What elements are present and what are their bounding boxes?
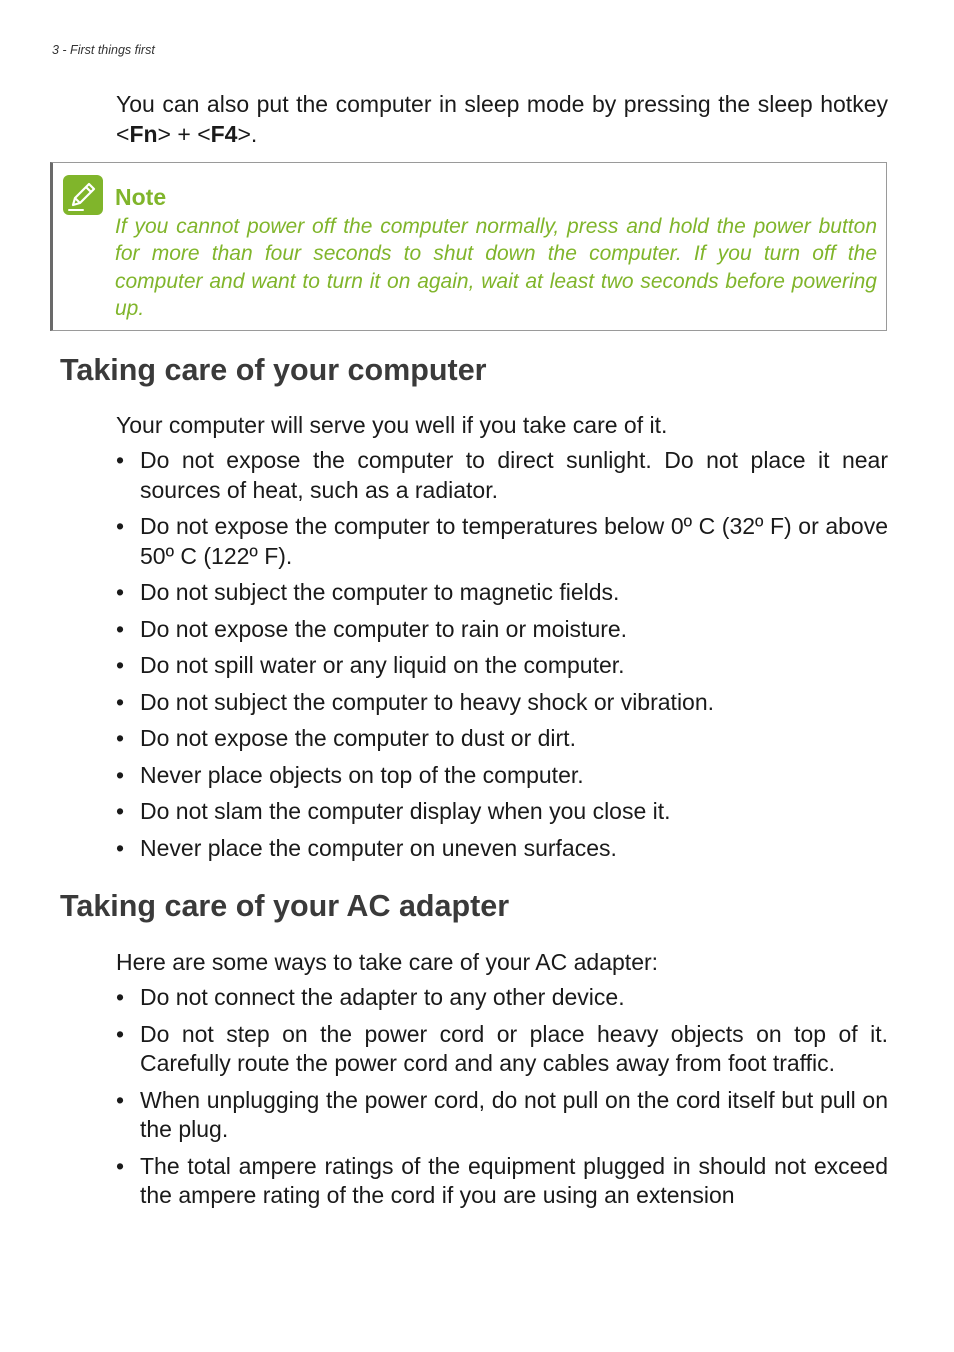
bullet-marker: • [116, 834, 125, 861]
list-item [116, 983, 888, 1013]
list-item [116, 651, 888, 681]
section-heading-adapter: Taking care of your AC adapter [60, 889, 510, 923]
f4-key: F4 [210, 121, 238, 147]
list-item-text: Do not subject the computer to heavy shock or vibration. [140, 688, 715, 715]
running-head: 3 - First things first [52, 43, 155, 57]
section-heading-computer: Taking care of your computer [60, 353, 487, 387]
bullet-marker: • [116, 1020, 125, 1047]
bullet-marker: • [116, 984, 125, 1010]
list-item-text: Do not slam the computer display when you close it. [140, 798, 671, 824]
list-item-text: Never place objects on top of the computer. [140, 761, 584, 788]
bullet-marker: • [116, 688, 125, 715]
bullet-marker: • [116, 579, 125, 605]
list-item-text: Do not expose the computer to rain or moisture. [140, 615, 628, 642]
list-item-text: Do not step on the power cord or place heavy objects on top of it. Carefully route the power cord and any cables away from foot traffic. [140, 1020, 888, 1076]
list-item [116, 1020, 888, 1079]
note-text: If you cannot power off the computer normally, press and hold the power button for more than four seconds to shut down the computer. If you turn off the computer and want to turn it on again, wait at least two seconds before powering up. [115, 215, 877, 320]
list-item [116, 1086, 888, 1145]
list-item-text: Do not expose the computer to dust or dirt. [140, 725, 576, 751]
fn-key: Fn [129, 121, 158, 147]
list-item-text: The total ampere ratings of the equipment plugged in should not exceed the ampere rating of the cord if you are using an extension [140, 1152, 888, 1208]
care-list-adapter [116, 983, 888, 1218]
list-item [116, 724, 888, 754]
note-box [50, 162, 887, 331]
section-lead-computer: Your computer will serve you well if you take care of it. [116, 412, 668, 438]
bullet-marker: • [116, 1086, 125, 1113]
list-item [116, 834, 888, 864]
list-item [116, 797, 888, 827]
list-item [116, 446, 888, 505]
bullet-marker: • [116, 652, 125, 678]
pencil-icon [62, 174, 104, 216]
note-title: Note [115, 184, 167, 210]
list-item [116, 688, 888, 718]
intro-text-mid: > + < [157, 121, 211, 147]
bullet-marker: • [116, 513, 125, 539]
bullet-marker: • [116, 615, 125, 642]
list-item-text: Do not expose the computer to direct sunlight. Do not place it near sources of heat, such as a radiator. [140, 447, 888, 503]
section-lead-adapter: Here are some ways to take care of your AC adapter: [116, 949, 659, 975]
care-list-computer [116, 446, 888, 870]
list-item-text: Do not connect the adapter to any other device. [140, 984, 625, 1010]
list-item [116, 512, 888, 571]
intro-paragraph [116, 89, 888, 149]
bullet-marker: • [116, 1152, 125, 1179]
list-item [116, 578, 888, 608]
intro-text-before: You can also put the computer in sleep mode by pressing the sleep hotkey < [116, 91, 888, 147]
list-item [116, 615, 888, 645]
intro-text-after: >. [237, 121, 258, 147]
bullet-marker: • [116, 761, 125, 788]
list-item-text: Do not spill water or any liquid on the computer. [140, 652, 625, 678]
list-item-text: Never place the computer on uneven surfaces. [140, 834, 617, 861]
bullet-marker: • [116, 725, 125, 751]
bullet-marker: • [116, 447, 125, 473]
list-item [116, 1152, 888, 1211]
list-item-text: When unplugging the power cord, do not pull on the cord itself but pull on the plug. [140, 1086, 888, 1142]
list-item-text: Do not expose the computer to temperatures below 0º C (32º F) or above 50º C (122º F). [140, 513, 888, 569]
bullet-marker: • [116, 798, 125, 824]
list-item-text: Do not subject the computer to magnetic fields. [140, 579, 620, 605]
list-item [116, 761, 888, 791]
